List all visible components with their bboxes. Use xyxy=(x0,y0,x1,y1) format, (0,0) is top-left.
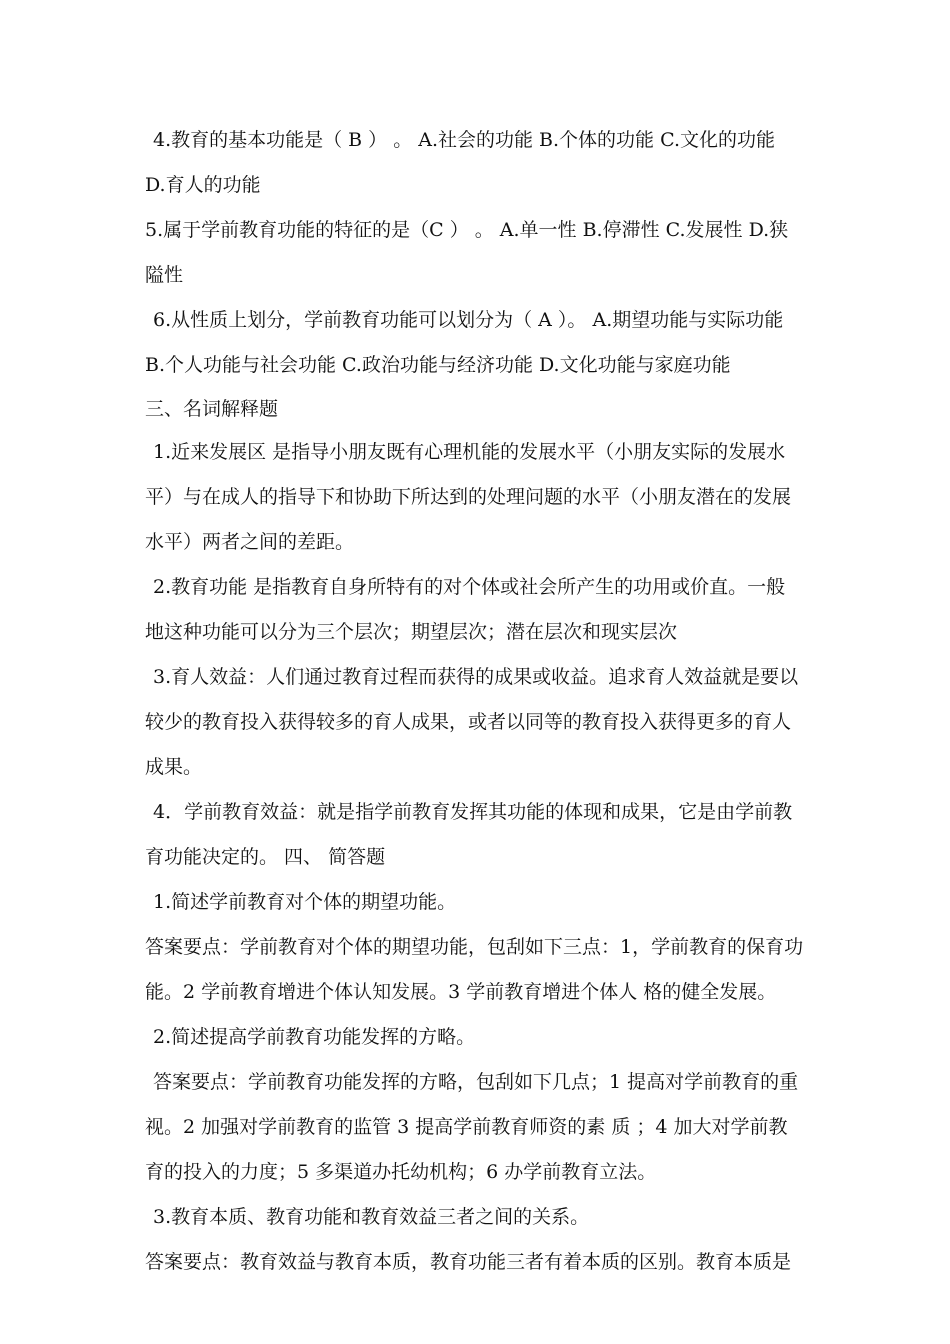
short-answer-1-line-2: 能。2 学前教育增进个体认知发展。3 学前教育增进个体人 格的健全发展。 xyxy=(145,981,777,1003)
term-3-line-2: 较少的教育投入获得较多的育人成果，或者以同等的教育投入获得更多的育人 xyxy=(145,711,792,733)
term-3-line-1: 3.育人效益：人们通过教育过程而获得的成果或收益。追求育人效益就是要以 xyxy=(153,666,799,688)
short-answer-3-question: 3.教育本质、教育功能和教育效益三者之间的关系。 xyxy=(153,1206,590,1228)
term-1-line-2: 平）与在成人的指导下和协助下所达到的处理问题的水平（小朋友潜在的发展 xyxy=(145,486,792,508)
section-heading-terms: 三、名词解释题 xyxy=(145,398,279,420)
term-3-line-3: 成果。 xyxy=(145,756,203,778)
term-1-line-3: 水平）两者之间的差距。 xyxy=(145,531,355,553)
term-4-line-1: 4．学前教育效益：就是指学前教育发挥其功能的体现和成果，它是由学前教 xyxy=(153,801,793,823)
short-answer-2-line-2: 视。2 加强对学前教育的监管 3 提高学前教育师资的素 质 ；4 加大对学前教 xyxy=(145,1116,788,1138)
short-answer-1-line-1: 答案要点：学前教育对个体的期望功能，包刮如下三点：1，学前教育的保育功 xyxy=(145,936,804,958)
document-body xyxy=(145,118,810,1285)
short-answer-3-line-1: 答案要点：教育效益与教育本质，教育功能三者有着本质的区别。教育本质是 xyxy=(145,1251,792,1273)
question-4-line-2: D.育人的功能 xyxy=(145,174,261,196)
short-answer-2-question: 2.简述提高学前教育功能发挥的方略。 xyxy=(153,1026,476,1048)
short-answer-2-line-3: 育的投入的力度；5 多渠道办托幼机构；6 办学前教育立法。 xyxy=(145,1161,657,1183)
term-1-line-1: 1.近来发展区 是指导小朋友既有心理机能的发展水平（小朋友实际的发展水 xyxy=(153,441,786,463)
question-6-line-2: B.个人功能与社会功能 C.政治功能与经济功能 D.文化功能与家庭功能 xyxy=(145,354,731,376)
short-answer-1-question: 1.简述学前教育对个体的期望功能。 xyxy=(153,891,457,913)
question-5-line-2: 隘性 xyxy=(145,264,184,286)
question-6-line-1: 6.从性质上划分，学前教育功能可以划分为（ A ）。 A.期望功能与实际功能 xyxy=(153,309,784,331)
short-answer-2-line-1: 答案要点：学前教育功能发挥的方略，包刮如下几点；1 提高对学前教育的重 xyxy=(153,1071,799,1093)
term-2-line-1: 2.教育功能 是指教育自身所特有的对个体或社会所产生的功用或价直。一般 xyxy=(153,576,786,598)
term-2-line-2: 地这种功能可以分为三个层次；期望层次；潜在层次和现实层次 xyxy=(145,621,678,643)
term-4-line-2: 育功能决定的。 四、 简答题 xyxy=(145,846,386,868)
question-5-line-1: 5.属于学前教育功能的特征的是（C ） 。 A.单一性 B.停滞性 C.发展性 D.狭 xyxy=(145,219,789,241)
question-4-line-1: 4.教育的基本功能是（ B ） 。 A.社会的功能 B.个体的功能 C.文化的功能 xyxy=(153,129,775,151)
